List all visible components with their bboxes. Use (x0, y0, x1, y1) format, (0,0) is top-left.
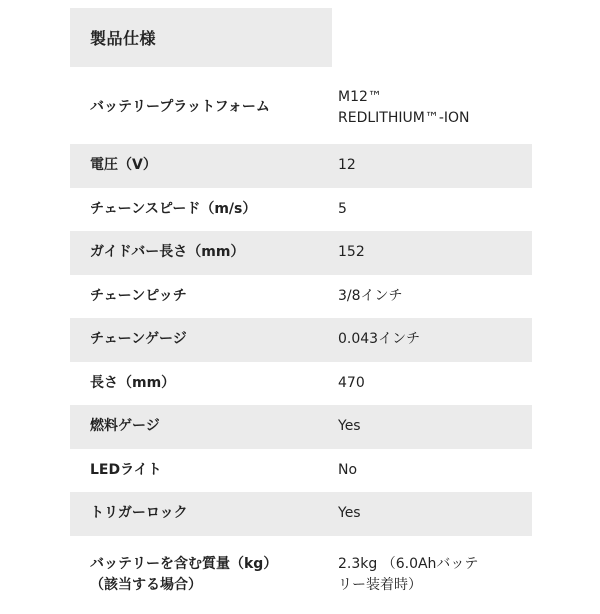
spec-label: LEDライト (90, 461, 162, 478)
spec-value: 5 (338, 200, 347, 217)
spec-row-fuel-gauge (70, 405, 532, 449)
spec-value: Yes (338, 505, 361, 522)
spec-value: No (338, 461, 358, 478)
spec-label: バッテリープラットフォーム (90, 99, 270, 115)
spec-row-voltage (70, 144, 532, 188)
spec-value: 12 (338, 157, 356, 174)
spec-row-chain-pitch (70, 275, 532, 319)
spec-label: 長さ（mm） (90, 374, 176, 391)
spec-row-battery-platform (70, 71, 532, 144)
spec-row-guide-bar-length (70, 231, 532, 275)
spec-value: M12™ REDLITHIUM™-ION (338, 88, 470, 126)
spec-row-weight (70, 536, 532, 614)
spec-label: ガイドバー長さ（mm） (90, 244, 245, 261)
spec-label: トリガーロック (90, 505, 188, 522)
spec-value: 0.043インチ (338, 331, 421, 348)
spec-label: バッテリーを含む質量（kg） （該当する場合） (90, 555, 278, 593)
spec-value: 3/8インチ (338, 287, 403, 304)
spec-label: チェーンピッチ (90, 287, 187, 304)
spec-row-chain-speed (70, 188, 532, 232)
spec-value: 152 (338, 244, 365, 261)
spec-value: 2.3kg （6.0Ahバッテ リー装着時） (338, 555, 479, 593)
spec-table (70, 8, 532, 614)
spec-row-led-light (70, 449, 532, 493)
spec-label: 電圧（V） (90, 157, 157, 174)
spec-label: チェーンゲージ (90, 331, 187, 348)
spec-value: Yes (338, 418, 361, 435)
spec-row-trigger-lock (70, 492, 532, 536)
spec-table-title: 製品仕様 (70, 8, 332, 67)
spec-row-chain-gauge (70, 318, 532, 362)
spec-label: 燃料ゲージ (90, 418, 160, 435)
spec-value: 470 (338, 374, 365, 391)
spec-label: チェーンスピード（m/s） (90, 200, 257, 217)
spec-row-length (70, 362, 532, 406)
